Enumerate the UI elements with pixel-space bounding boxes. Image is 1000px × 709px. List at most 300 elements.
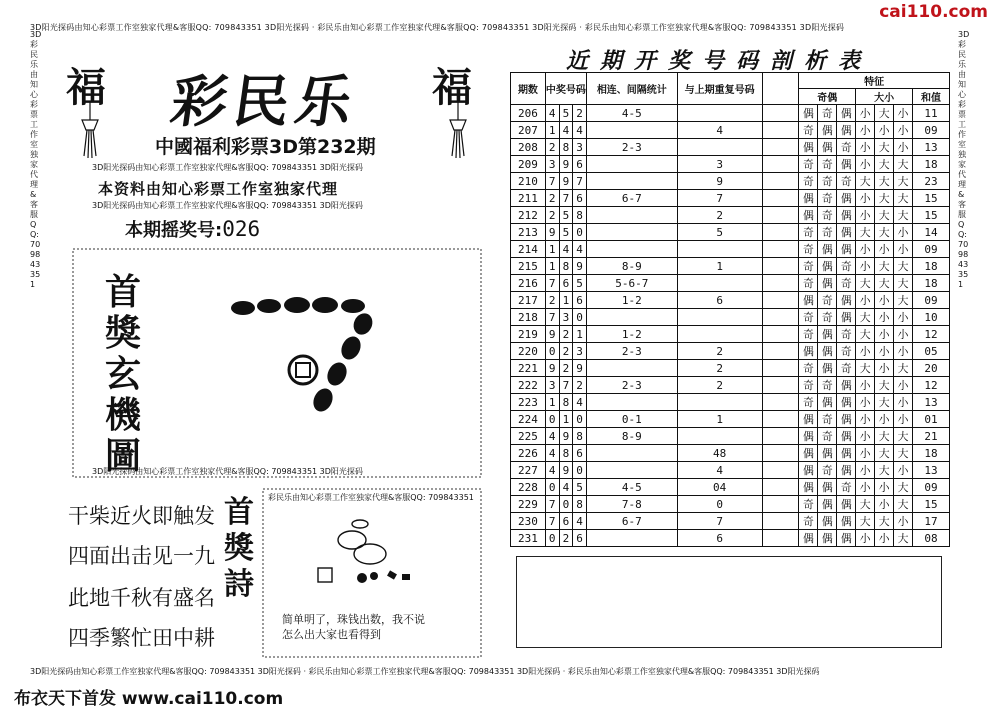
big-small-cell: 小 bbox=[894, 377, 913, 394]
odd-even-cell: 偶 bbox=[818, 122, 837, 139]
digit-cell: 1 bbox=[573, 326, 587, 343]
issue-cell: 214 bbox=[511, 241, 546, 258]
table-row bbox=[511, 156, 950, 173]
digit-cell: 3 bbox=[573, 343, 587, 360]
big-small-cell: 小 bbox=[875, 122, 894, 139]
table-row bbox=[511, 513, 950, 530]
sum-cell: 09 bbox=[912, 241, 949, 258]
big-small-cell: 大 bbox=[875, 258, 894, 275]
draw-label: 本期摇奖号: bbox=[125, 220, 223, 241]
span-cell bbox=[586, 394, 677, 411]
left-border-text: 3D彩民乐由知心彩票工作室独家代理&客服QQ:709843351 bbox=[30, 30, 42, 289]
digit-cell: 3 bbox=[545, 156, 559, 173]
digit-cell: 8 bbox=[559, 394, 573, 411]
odd-even-cell: 奇 bbox=[837, 479, 856, 496]
digit-cell: 7 bbox=[545, 513, 559, 530]
digit-cell: 0 bbox=[545, 343, 559, 360]
digit-cell: 9 bbox=[559, 173, 573, 190]
span-cell: 2-3 bbox=[586, 377, 677, 394]
big-small-cell: 大 bbox=[894, 190, 913, 207]
odd-even-cell: 偶 bbox=[837, 428, 856, 445]
digit-cell: 6 bbox=[573, 292, 587, 309]
odd-even-cell: 奇 bbox=[818, 292, 837, 309]
odd-even-cell: 偶 bbox=[837, 513, 856, 530]
big-small-cell: 小 bbox=[856, 530, 875, 547]
table-row bbox=[511, 428, 950, 445]
digit-cell: 9 bbox=[545, 360, 559, 377]
big-small-cell: 大 bbox=[894, 292, 913, 309]
sum-cell: 01 bbox=[912, 411, 949, 428]
odd-even-cell: 偶 bbox=[818, 445, 837, 462]
issue-cell: 222 bbox=[511, 377, 546, 394]
digit-cell: 9 bbox=[573, 258, 587, 275]
digit-cell: 4 bbox=[545, 105, 559, 122]
digit-cell: 7 bbox=[545, 173, 559, 190]
odd-even-cell: 奇 bbox=[799, 122, 818, 139]
digit-cell: 9 bbox=[559, 156, 573, 173]
digit-cell: 8 bbox=[559, 139, 573, 156]
digit-cell: 1 bbox=[559, 411, 573, 428]
big-small-cell: 小 bbox=[875, 360, 894, 377]
table-row bbox=[511, 496, 950, 513]
footer-site: 布衣天下首发 www.cai110.com bbox=[14, 689, 284, 709]
repeat-cell: 6 bbox=[677, 292, 762, 309]
gap-cell bbox=[762, 275, 799, 292]
odd-even-cell: 奇 bbox=[799, 173, 818, 190]
big-small-cell: 大 bbox=[875, 207, 894, 224]
odd-even-cell: 奇 bbox=[799, 224, 818, 241]
digit-cell: 4 bbox=[545, 445, 559, 462]
big-small-cell: 大 bbox=[875, 445, 894, 462]
sum-cell: 21 bbox=[912, 428, 949, 445]
odd-even-cell: 奇 bbox=[837, 173, 856, 190]
odd-even-cell: 奇 bbox=[818, 156, 837, 173]
issue-cell: 225 bbox=[511, 428, 546, 445]
span-cell: 0-1 bbox=[586, 411, 677, 428]
issue-cell: 226 bbox=[511, 445, 546, 462]
span-cell bbox=[586, 241, 677, 258]
digit-cell: 3 bbox=[545, 377, 559, 394]
digit-cell: 4 bbox=[573, 394, 587, 411]
repeat-cell: 2 bbox=[677, 360, 762, 377]
agency-small-bottom: 3D阳光探码由知心彩票工作室独家代理&客服QQ: 709843351 3D阳光探码 bbox=[92, 201, 363, 210]
issue-cell: 229 bbox=[511, 496, 546, 513]
span-cell bbox=[586, 309, 677, 326]
big-small-cell: 大 bbox=[875, 275, 894, 292]
big-small-cell: 小 bbox=[875, 496, 894, 513]
repeat-cell: 5 bbox=[677, 224, 762, 241]
issue-cell: 216 bbox=[511, 275, 546, 292]
odd-even-cell: 偶 bbox=[799, 411, 818, 428]
issue-cell: 223 bbox=[511, 394, 546, 411]
big-small-cell: 大 bbox=[894, 275, 913, 292]
odd-even-cell: 偶 bbox=[818, 360, 837, 377]
odd-even-cell: 奇 bbox=[818, 207, 837, 224]
odd-even-cell: 奇 bbox=[799, 394, 818, 411]
repeat-cell bbox=[677, 428, 762, 445]
table-row bbox=[511, 241, 950, 258]
odd-even-cell: 偶 bbox=[799, 190, 818, 207]
odd-even-cell: 偶 bbox=[818, 275, 837, 292]
table-row bbox=[511, 343, 950, 360]
repeat-cell bbox=[677, 326, 762, 343]
odd-even-cell: 奇 bbox=[837, 360, 856, 377]
big-small-cell: 小 bbox=[856, 479, 875, 496]
digit-cell: 9 bbox=[559, 462, 573, 479]
digit-cell: 6 bbox=[573, 445, 587, 462]
big-small-cell: 大 bbox=[875, 190, 894, 207]
table-row bbox=[511, 530, 950, 547]
big-small-cell: 小 bbox=[856, 394, 875, 411]
poem-note-line-2: 怎么出大家也看得到 bbox=[282, 628, 381, 641]
odd-even-cell: 奇 bbox=[818, 462, 837, 479]
big-small-cell: 小 bbox=[875, 241, 894, 258]
repeat-cell bbox=[677, 394, 762, 411]
odd-even-cell: 偶 bbox=[837, 156, 856, 173]
span-cell bbox=[586, 207, 677, 224]
right-border-text: 3D彩民乐由知心彩票工作室独家代理&客服QQ:709843351 bbox=[958, 30, 970, 289]
poem-note-line-1: 简单明了，珠钱出数，我不说 bbox=[282, 613, 425, 626]
odd-even-cell: 偶 bbox=[837, 411, 856, 428]
big-small-cell: 小 bbox=[856, 241, 875, 258]
digit-cell: 2 bbox=[573, 377, 587, 394]
fu-left: 福 bbox=[66, 64, 106, 111]
header-number: 中奖号码 bbox=[545, 73, 586, 105]
sum-cell: 15 bbox=[912, 496, 949, 513]
digit-cell: 0 bbox=[573, 462, 587, 479]
odd-even-cell: 偶 bbox=[837, 292, 856, 309]
issue-cell: 221 bbox=[511, 360, 546, 377]
big-small-cell: 小 bbox=[856, 207, 875, 224]
digit-cell: 6 bbox=[573, 156, 587, 173]
odd-even-cell: 偶 bbox=[818, 496, 837, 513]
repeat-cell: 04 bbox=[677, 479, 762, 496]
fu-right: 福 bbox=[432, 64, 472, 111]
coin-seven-icon bbox=[225, 288, 395, 438]
odd-even-cell: 偶 bbox=[818, 241, 837, 258]
odd-even-cell: 偶 bbox=[837, 377, 856, 394]
odd-even-cell: 偶 bbox=[799, 105, 818, 122]
big-small-cell: 大 bbox=[875, 173, 894, 190]
big-small-cell: 大 bbox=[856, 496, 875, 513]
big-small-cell: 大 bbox=[875, 139, 894, 156]
big-small-cell: 小 bbox=[894, 343, 913, 360]
repeat-cell: 1 bbox=[677, 411, 762, 428]
big-small-cell: 大 bbox=[894, 479, 913, 496]
repeat-cell: 48 bbox=[677, 445, 762, 462]
issue-cell: 212 bbox=[511, 207, 546, 224]
odd-even-cell: 偶 bbox=[818, 479, 837, 496]
gap-cell bbox=[762, 377, 799, 394]
span-cell bbox=[586, 224, 677, 241]
big-small-cell: 大 bbox=[894, 428, 913, 445]
issue-cell: 210 bbox=[511, 173, 546, 190]
big-small-cell: 小 bbox=[894, 394, 913, 411]
odd-even-cell: 偶 bbox=[818, 394, 837, 411]
sum-cell: 13 bbox=[912, 139, 949, 156]
odd-even-cell: 奇 bbox=[799, 496, 818, 513]
big-small-cell: 大 bbox=[894, 530, 913, 547]
top-border-text: 3D阳光探码由知心彩票工作室独家代理&客服QQ: 709843351 3D阳光探码 · 彩民乐由知心彩票工作室独家代理&客服QQ: 709843351 3D阳光探码 · 彩民乐由知心彩票工作室独家代理&客服QQ: 709843351 3D阳光探码 bbox=[30, 23, 845, 32]
odd-even-cell: 偶 bbox=[818, 326, 837, 343]
big-small-cell: 小 bbox=[875, 411, 894, 428]
big-small-cell: 小 bbox=[875, 326, 894, 343]
big-small-cell: 大 bbox=[856, 326, 875, 343]
gap-cell bbox=[762, 394, 799, 411]
big-small-cell: 小 bbox=[856, 105, 875, 122]
repeat-cell: 9 bbox=[677, 173, 762, 190]
repeat-cell: 4 bbox=[677, 122, 762, 139]
big-small-cell: 小 bbox=[894, 224, 913, 241]
odd-even-cell: 偶 bbox=[799, 428, 818, 445]
odd-even-cell: 偶 bbox=[818, 513, 837, 530]
big-small-cell: 大 bbox=[875, 428, 894, 445]
repeat-cell bbox=[677, 105, 762, 122]
span-cell: 1-2 bbox=[586, 292, 677, 309]
odd-even-cell: 奇 bbox=[818, 173, 837, 190]
odd-even-cell: 偶 bbox=[837, 496, 856, 513]
table-row bbox=[511, 105, 950, 122]
big-small-cell: 小 bbox=[875, 343, 894, 360]
header-sum: 和值 bbox=[912, 89, 949, 105]
big-small-cell: 小 bbox=[856, 258, 875, 275]
big-small-cell: 小 bbox=[894, 241, 913, 258]
big-small-cell: 大 bbox=[894, 258, 913, 275]
poem-note bbox=[282, 612, 425, 642]
table-row bbox=[511, 122, 950, 139]
issue-cell: 227 bbox=[511, 462, 546, 479]
issue-cell: 218 bbox=[511, 309, 546, 326]
span-cell bbox=[586, 445, 677, 462]
big-small-cell: 小 bbox=[856, 428, 875, 445]
digit-cell: 7 bbox=[559, 190, 573, 207]
digit-cell: 2 bbox=[545, 207, 559, 224]
repeat-cell: 6 bbox=[677, 530, 762, 547]
repeat-cell bbox=[677, 139, 762, 156]
gap-cell bbox=[762, 105, 799, 122]
table-row bbox=[511, 377, 950, 394]
digit-cell: 2 bbox=[545, 292, 559, 309]
odd-even-cell: 偶 bbox=[799, 207, 818, 224]
odd-even-cell: 偶 bbox=[837, 122, 856, 139]
issue-cell: 219 bbox=[511, 326, 546, 343]
span-cell: 7-8 bbox=[586, 496, 677, 513]
issue-cell: 209 bbox=[511, 156, 546, 173]
odd-even-cell: 奇 bbox=[799, 377, 818, 394]
digit-cell: 0 bbox=[545, 479, 559, 496]
header-span: 相连、间隔统计 bbox=[586, 73, 677, 105]
big-small-cell: 小 bbox=[894, 122, 913, 139]
odd-even-cell: 奇 bbox=[799, 309, 818, 326]
gap-cell bbox=[762, 479, 799, 496]
span-cell: 1-2 bbox=[586, 326, 677, 343]
table-row bbox=[511, 445, 950, 462]
issue-cell: 206 bbox=[511, 105, 546, 122]
sum-cell: 14 bbox=[912, 224, 949, 241]
bottom-border-text: 3D阳光探码由知心彩票工作室独家代理&客服QQ: 709843351 3D阳光探码 · 彩民乐由知心彩票工作室独家代理&客服QQ: 709843351 3D阳光探码 · 彩民乐由知心彩票工作室独家代理&客服QQ: 709843351 3D阳光探码 bbox=[30, 667, 820, 676]
issue-cell: 207 bbox=[511, 122, 546, 139]
big-small-cell: 大 bbox=[875, 224, 894, 241]
digit-cell: 2 bbox=[559, 326, 573, 343]
table-row bbox=[511, 173, 950, 190]
big-small-cell: 大 bbox=[894, 496, 913, 513]
big-small-cell: 小 bbox=[856, 190, 875, 207]
big-small-cell: 小 bbox=[875, 309, 894, 326]
odd-even-cell: 奇 bbox=[799, 241, 818, 258]
span-cell bbox=[586, 360, 677, 377]
odd-even-cell: 偶 bbox=[837, 530, 856, 547]
gap-cell bbox=[762, 156, 799, 173]
table-row bbox=[511, 275, 950, 292]
span-cell: 8-9 bbox=[586, 258, 677, 275]
big-small-cell: 大 bbox=[856, 275, 875, 292]
repeat-cell: 0 bbox=[677, 496, 762, 513]
big-small-cell: 小 bbox=[894, 309, 913, 326]
digit-cell: 9 bbox=[545, 326, 559, 343]
issue-cell: 215 bbox=[511, 258, 546, 275]
repeat-cell: 2 bbox=[677, 377, 762, 394]
odd-even-cell: 偶 bbox=[799, 139, 818, 156]
odd-even-cell: 奇 bbox=[799, 258, 818, 275]
odd-even-cell: 奇 bbox=[818, 224, 837, 241]
big-small-cell: 大 bbox=[894, 173, 913, 190]
sum-cell: 15 bbox=[912, 207, 949, 224]
gap-cell bbox=[762, 258, 799, 275]
gap-cell bbox=[762, 292, 799, 309]
gap-cell bbox=[762, 190, 799, 207]
big-small-cell: 大 bbox=[856, 360, 875, 377]
sum-cell: 13 bbox=[912, 394, 949, 411]
big-small-cell: 小 bbox=[856, 139, 875, 156]
table-row bbox=[511, 411, 950, 428]
digit-cell: 8 bbox=[559, 258, 573, 275]
span-cell: 2-3 bbox=[586, 139, 677, 156]
span-cell bbox=[586, 122, 677, 139]
odd-even-cell: 偶 bbox=[837, 241, 856, 258]
odd-even-cell: 偶 bbox=[799, 479, 818, 496]
big-small-cell: 大 bbox=[856, 309, 875, 326]
table-row bbox=[511, 207, 950, 224]
odd-even-cell: 奇 bbox=[799, 326, 818, 343]
sum-cell: 12 bbox=[912, 377, 949, 394]
empty-note-box bbox=[516, 556, 942, 648]
digit-cell: 4 bbox=[573, 122, 587, 139]
odd-even-cell: 偶 bbox=[837, 309, 856, 326]
stats-table bbox=[510, 72, 950, 547]
sum-cell: 12 bbox=[912, 326, 949, 343]
digit-cell: 3 bbox=[559, 309, 573, 326]
gap-cell bbox=[762, 445, 799, 462]
odd-even-cell: 偶 bbox=[837, 224, 856, 241]
header-repeat: 与上期重复号码 bbox=[677, 73, 762, 105]
big-small-cell: 大 bbox=[894, 360, 913, 377]
gap-cell bbox=[762, 224, 799, 241]
issue-cell: 231 bbox=[511, 530, 546, 547]
gap-cell bbox=[762, 411, 799, 428]
issue-line: 中國福利彩票3D第232期 bbox=[155, 136, 376, 158]
big-small-cell: 小 bbox=[894, 105, 913, 122]
gap-cell bbox=[762, 241, 799, 258]
span-cell bbox=[586, 156, 677, 173]
agency-small-top: 3D阳光探码由知心彩票工作室独家代理&客服QQ: 709843351 3D阳光探码 bbox=[92, 163, 363, 172]
digit-cell: 7 bbox=[545, 309, 559, 326]
gap-cell bbox=[762, 207, 799, 224]
big-small-cell: 小 bbox=[856, 445, 875, 462]
big-small-cell: 小 bbox=[875, 479, 894, 496]
odd-even-cell: 偶 bbox=[837, 445, 856, 462]
poem-title: 首獎詩 bbox=[224, 495, 254, 602]
table-row bbox=[511, 292, 950, 309]
digit-cell: 5 bbox=[559, 105, 573, 122]
span-cell: 6-7 bbox=[586, 190, 677, 207]
repeat-cell: 3 bbox=[677, 156, 762, 173]
odd-even-cell: 奇 bbox=[818, 411, 837, 428]
big-small-cell: 大 bbox=[875, 462, 894, 479]
gap-cell bbox=[762, 360, 799, 377]
odd-even-cell: 偶 bbox=[799, 343, 818, 360]
big-small-cell: 大 bbox=[894, 207, 913, 224]
sum-cell: 18 bbox=[912, 445, 949, 462]
digit-cell: 0 bbox=[573, 411, 587, 428]
odd-even-cell: 偶 bbox=[818, 139, 837, 156]
digit-cell: 1 bbox=[545, 122, 559, 139]
span-cell: 6-7 bbox=[586, 513, 677, 530]
table-title: 近期开奖号码剖析表 bbox=[566, 48, 873, 74]
span-cell bbox=[586, 530, 677, 547]
digit-cell: 0 bbox=[573, 224, 587, 241]
poem-line-4: 四季繁忙田中耕 bbox=[68, 626, 215, 650]
poem-line-2: 四面出击见一九 bbox=[68, 544, 215, 568]
digit-cell: 0 bbox=[573, 309, 587, 326]
big-small-cell: 大 bbox=[856, 173, 875, 190]
digit-cell: 3 bbox=[573, 139, 587, 156]
tassel-left-icon bbox=[60, 100, 120, 160]
digit-cell: 4 bbox=[559, 241, 573, 258]
digit-cell: 5 bbox=[573, 479, 587, 496]
digit-cell: 4 bbox=[573, 241, 587, 258]
repeat-cell: 1 bbox=[677, 258, 762, 275]
poem-box-small-text: 彩民乐由知心彩票工作室独家代理&客服QQ: 709843351 bbox=[268, 493, 474, 502]
digit-cell: 4 bbox=[559, 479, 573, 496]
span-cell: 8-9 bbox=[586, 428, 677, 445]
digit-cell: 1 bbox=[545, 394, 559, 411]
digit-cell: 5 bbox=[573, 275, 587, 292]
span-cell bbox=[586, 462, 677, 479]
sum-cell: 09 bbox=[912, 479, 949, 496]
big-small-cell: 大 bbox=[856, 224, 875, 241]
big-small-cell: 大 bbox=[894, 445, 913, 462]
digit-cell: 2 bbox=[573, 105, 587, 122]
gap-cell bbox=[762, 309, 799, 326]
header-odd-even: 奇偶 bbox=[799, 89, 856, 105]
odd-even-cell: 偶 bbox=[818, 258, 837, 275]
repeat-cell bbox=[677, 241, 762, 258]
odd-even-cell: 奇 bbox=[799, 156, 818, 173]
gap-cell bbox=[762, 428, 799, 445]
header-feature: 特征 bbox=[799, 73, 950, 89]
gap-cell bbox=[762, 496, 799, 513]
big-small-cell: 大 bbox=[894, 156, 913, 173]
big-small-cell: 小 bbox=[856, 122, 875, 139]
table-row bbox=[511, 462, 950, 479]
odd-even-cell: 奇 bbox=[818, 428, 837, 445]
sum-cell: 11 bbox=[912, 105, 949, 122]
digit-cell: 2 bbox=[545, 190, 559, 207]
table-row bbox=[511, 360, 950, 377]
span-cell bbox=[586, 173, 677, 190]
big-small-cell: 小 bbox=[856, 411, 875, 428]
odd-even-cell: 偶 bbox=[837, 462, 856, 479]
